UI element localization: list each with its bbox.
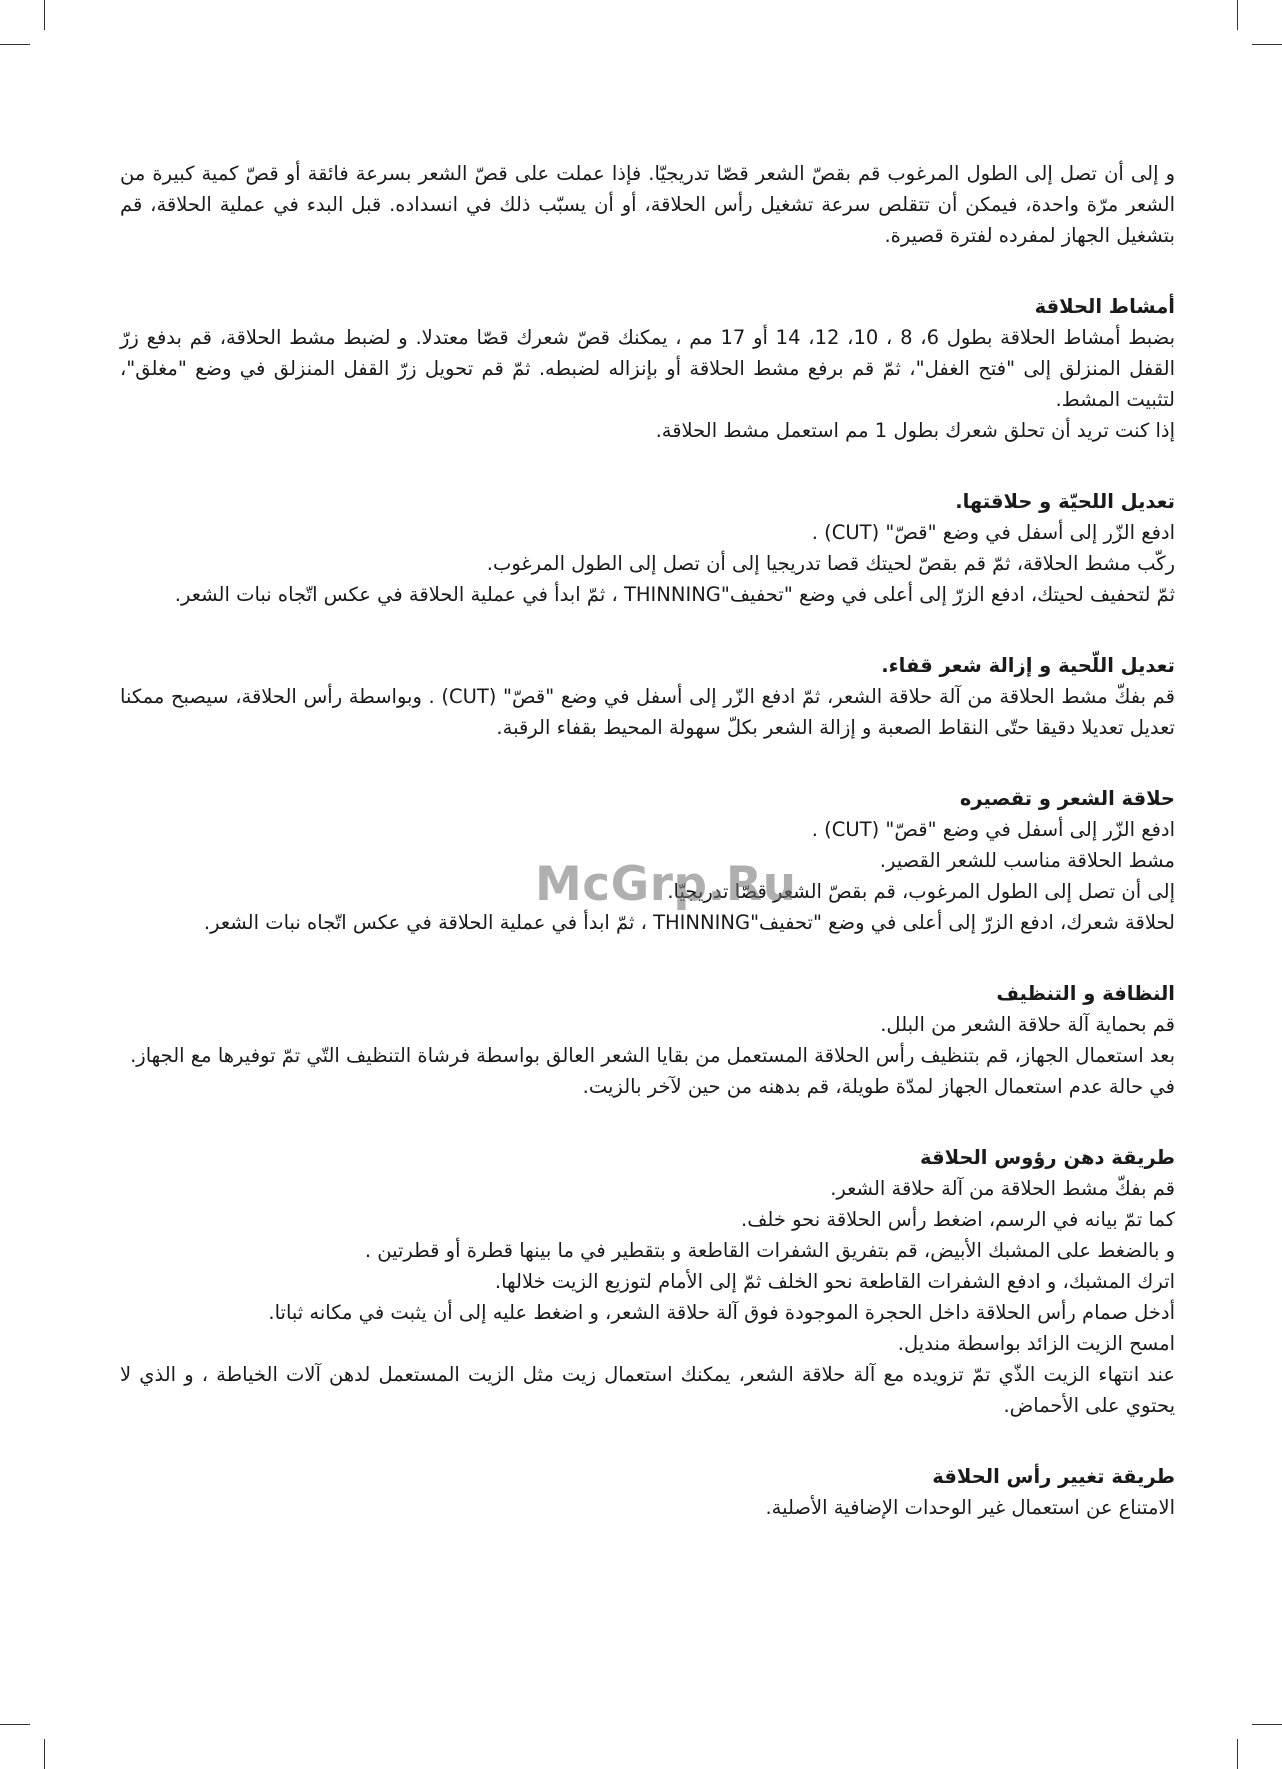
section-head-replacement — [120, 1461, 1175, 1523]
paragraph: ادفع الزّر إلى أسفل في وضع "قصّ" (CUT) . — [811, 521, 1175, 544]
paragraph: و إلى أن تصل إلى الطول المرغوب قم بقصّ الشعر قصّا تدريجيّا. فإذا عملت على قصّ الشعر بسرعة فائقة أو قصّ كمية كبيرة من الشعر مرّة واحدة، فيمكن أن تتقلص سرعة تشغيل رأس الحلاقة، أو أن يسبّب ذلك في انسداده. قبل البدء في عملية الحلاقة، قم بتشغيل الجهاز لمفرده لفترة قصيرة. — [120, 162, 1175, 247]
paragraph: ادفع الزّر إلى أسفل في وضع "قصّ" (CUT) . — [811, 818, 1175, 841]
paragraph: قم بحماية آلة حلاقة الشعر من البلل. — [880, 1013, 1175, 1036]
crop-mark-top-left-h — [0, 44, 30, 45]
section-heading: أمشاط الحلاقة — [1034, 295, 1175, 318]
section-heading: تعديل اللّحية و إزالة شعر قفاء. — [881, 654, 1175, 677]
paragraph: إلى أن تصل إلى الطول المرغوب، قم بقصّ الشعر قصّا تدريجيّا. — [667, 880, 1175, 903]
section-shaving-combs — [120, 291, 1175, 446]
crop-mark-bottom-right — [1237, 1739, 1238, 1769]
section-cleaning — [120, 978, 1175, 1102]
paragraph: كما تمّ بيانه في الرسم، اضغط رأس الحلاقة نحو خلف. — [741, 1208, 1175, 1231]
section-intro — [120, 158, 1175, 251]
crop-mark-top-left — [44, 0, 45, 30]
paragraph: الامتناع عن استعمال غير الوحدات الإضافية الأصلية. — [765, 1496, 1175, 1519]
paragraph: ثمّ لتحفيف لحيتك، ادفع الزرّ إلى أعلى في وضع "تحفيف"THINNING ، ثمّ ابدأ في عملية الحلاقة في عكس اتّجاه نبات الشعر. — [174, 583, 1175, 606]
paragraph: امسح الزيت الزائد بواسطة منديل. — [897, 1332, 1175, 1355]
paragraph: و بالضغط على المشبك الأبيض، قم بتفريق الشفرات القاطعة و بتقطير في ما بينها قطرة أو قطرتين . — [364, 1239, 1175, 1262]
paragraph: إذا كنت تريد أن تحلق شعرك بطول 1 مم استعمل مشط الحلاقة. — [655, 419, 1175, 442]
watermark: McGrp.Ru — [535, 857, 797, 912]
paragraph: مشط الحلاقة مناسب للشعر القصير. — [879, 849, 1175, 872]
crop-mark-top-right-h — [1252, 44, 1282, 45]
crop-mark-bottom-left — [44, 1739, 45, 1769]
section-oiling — [120, 1142, 1175, 1421]
section-beard-trimming — [120, 486, 1175, 610]
paragraph: أدخل صمام رأس الحلاقة داخل الحجرة الموجودة فوق آلة حلاقة الشعر، و اضغط عليه إلى أن يثبت في مكانه ثباتا. — [268, 1301, 1175, 1324]
section-heading: حلاقة الشعر و تقصيره — [959, 787, 1175, 810]
crop-mark-bottom-right-h — [1252, 1724, 1282, 1725]
paragraph: بعد استعمال الجهاز، قم بتنظيف رأس الحلاقة المستعمل من بقايا الشعر العالق بواسطة فرشاة التنظيف التّي تمّ توفيرها مع الجهاز. — [130, 1044, 1175, 1067]
paragraph: لحلاقة شعرك، ادفع الزرّ إلى أعلى في وضع "تحفيف"THINNING ، ثمّ ابدأ في عملية الحلاقة في عكس اتّجاه نبات الشعر. — [203, 911, 1175, 934]
section-heading: طريقة تغيير رأس الحلاقة — [932, 1465, 1175, 1488]
section-heading: تعديل اللحيّة و حلاقتها. — [955, 490, 1175, 513]
paragraph: ركّب مشط الحلاقة، ثمّ قم بقصّ لحيتك قصا تدريجيا إلى أن تصل إلى الطول المرغوب. — [486, 552, 1175, 575]
paragraph: عند انتهاء الزيت الذّي تمّ تزويده مع آلة حلاقة الشعر، يمكنك استعمال زيت مثل الزيت المستعمل لدهن آلات الخياطة ، و الذي لا يحتوي على الأحماض. — [120, 1363, 1175, 1417]
paragraph: بضبط أمشاط الحلاقة بطول 6، 8 ، 10، 12، 14 أو 17 مم ، يمكنك قصّ شعرك قصّا معتدلا. و لضبط مشط الحلاقة، قم بدفع زرّ القفل المنزلق إلى "فتح الغفل"، ثمّ قم برفع مشط الحلاقة أو بإنزاله لضبطه. ثمّ قم تحويل زرّ القفل المنزلق في وضع "مغلق"، لتثبيت المشط. — [120, 326, 1176, 411]
paragraph: قم بفكّ مشط الحلاقة من آلة حلاقة الشعر، ثمّ ادفع الزّر إلى أسفل في وضع "قصّ" (CUT) . وبواسطة رأس الحلاقة، سيصبح ممكنا تعديل تعديلا دقيقا حتّى النقاط الصعبة و إزالة الشعر بكلّ سهولة المحيط بقفاء الرقبة. — [120, 685, 1175, 739]
paragraph: قم بفكّ مشط الحلاقة من آلة حلاقة الشعر. — [830, 1177, 1175, 1200]
section-heading: طريقة دهن رؤوس الحلاقة — [920, 1146, 1175, 1169]
section-heading: النظافة و التنظيف — [996, 982, 1175, 1005]
crop-mark-top-right — [1237, 0, 1238, 30]
section-beard-neck — [120, 650, 1175, 743]
paragraph: في حالة عدم استعمال الجهاز لمدّة طويلة، قم بدهنه من حين لآخر بالزيت. — [582, 1075, 1175, 1098]
crop-mark-bottom-left-h — [0, 1724, 30, 1725]
paragraph: اترك المشبك، و ادفع الشفرات القاطعة نحو الخلف ثمّ إلى الأمام لتوزيع الزيت خلالها. — [494, 1270, 1175, 1293]
